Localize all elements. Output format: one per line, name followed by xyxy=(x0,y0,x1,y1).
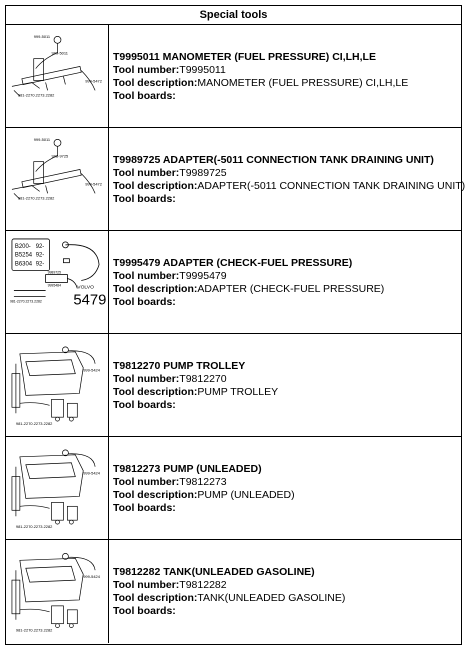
tool-row xyxy=(6,334,461,437)
drawing-label: 9995484 xyxy=(47,283,62,288)
tool-number-label: Tool number: xyxy=(113,270,180,282)
tool-title: T9989725 ADAPTER(-5011 CONNECTION TANK DRAINING UNIT) xyxy=(113,154,434,166)
tool-number-line xyxy=(113,579,345,592)
tool-number-line xyxy=(113,64,408,77)
pump-unleaded-drawing-icon xyxy=(6,437,108,539)
adapter-drawing-icon xyxy=(6,128,108,230)
tool-number: T9812270 xyxy=(179,373,227,385)
tool-boards-label: Tool boards: xyxy=(113,502,176,514)
drawing-label: 981-2270.2273.2282 xyxy=(15,524,53,530)
drawing-label: 92- xyxy=(35,261,45,268)
drawing-label: 981-2270.2273.2282 xyxy=(15,421,53,427)
tool-description-label: Tool description: xyxy=(113,489,198,501)
drawing-label: 999-5011 xyxy=(33,136,51,142)
tool-info xyxy=(113,360,278,412)
tool-number-label: Tool number: xyxy=(113,64,180,76)
tool-drawing xyxy=(6,128,109,230)
drawing-label: 999-5424 xyxy=(83,574,100,580)
tool-row xyxy=(6,25,461,128)
drawing-label: B6304 xyxy=(14,261,33,268)
drawing-label: 999-5472 xyxy=(85,78,102,84)
tool-description: ADAPTER(-5011 CONNECTION TANK DRAINING UNIT) xyxy=(197,180,466,192)
drawing-label: 999-5472 xyxy=(85,181,102,187)
tool-number: T9995011 xyxy=(179,64,226,76)
tool-description-line xyxy=(113,592,345,605)
tool-boards-label: Tool boards: xyxy=(113,90,176,102)
check-adapter-drawing-icon xyxy=(6,231,108,333)
tool-description: MANOMETER (FUEL PRESSURE) CI,LH,LE xyxy=(197,77,409,89)
tool-number-label: Tool number: xyxy=(113,373,180,385)
drawing-label: 981-2270.2273.2282 xyxy=(17,195,55,201)
tank-drawing-icon xyxy=(6,540,108,643)
drawing-label: 9989725 xyxy=(47,270,62,275)
tool-title: T9812273 PUMP (UNLEADED) xyxy=(113,463,262,475)
tool-title: T9812282 TANK(UNLEADED GASOLINE) xyxy=(113,566,315,578)
tool-number-label: Tool number: xyxy=(113,476,180,488)
tool-drawing xyxy=(6,334,109,436)
tool-info xyxy=(113,463,295,515)
drawing-label: 5479 xyxy=(73,292,107,309)
drawing-label: 981-2270.2273.2282 xyxy=(17,92,55,98)
drawing-label: 999-5424 xyxy=(83,367,100,373)
tool-info xyxy=(113,154,465,206)
pump-trolley-drawing-icon xyxy=(6,334,108,436)
drawing-label: 92- xyxy=(35,252,45,259)
tool-title: T9995479 ADAPTER (CHECK-FUEL PRESSURE) xyxy=(113,257,353,269)
tool-number-label: Tool number: xyxy=(113,579,180,591)
tool-title: T9812270 PUMP TROLLEY xyxy=(113,360,246,372)
tool-number-line xyxy=(113,167,465,180)
drawing-label: 998-9725 xyxy=(51,153,69,159)
special-tools-table xyxy=(5,5,466,645)
tool-number: T9812282 xyxy=(179,579,227,591)
tool-number-line xyxy=(113,476,295,489)
tool-number: T9995479 xyxy=(179,270,227,282)
tool-drawing xyxy=(6,25,109,127)
tool-description-label: Tool description: xyxy=(113,77,198,89)
tool-info xyxy=(113,51,408,103)
tool-description-line xyxy=(113,283,384,296)
drawing-label: VOLVO xyxy=(77,285,94,291)
tool-info xyxy=(113,257,384,309)
tool-description-line xyxy=(113,180,465,193)
tool-number-label: Tool number: xyxy=(113,167,180,179)
manometer-drawing-icon xyxy=(6,25,108,127)
tool-drawing xyxy=(6,540,109,643)
tool-number: T9812273 xyxy=(179,476,227,488)
drawing-label: 92- xyxy=(35,243,45,250)
tool-description: TANK(UNLEADED GASOLINE) xyxy=(197,592,346,604)
tool-description-line xyxy=(113,77,408,90)
drawing-label: 999-5011 xyxy=(51,50,68,56)
tool-info xyxy=(113,566,345,618)
tool-description: PUMP (UNLEADED) xyxy=(197,489,295,501)
tool-row xyxy=(6,540,461,643)
tool-description-line xyxy=(113,489,295,502)
tool-description-line xyxy=(113,386,278,399)
drawing-label: 981-2270.2273.2282 xyxy=(15,627,53,633)
tool-title: T9995011 MANOMETER (FUEL PRESSURE) CI,LH,LE xyxy=(113,51,376,63)
tool-row xyxy=(6,128,466,231)
tool-boards-label: Tool boards: xyxy=(113,605,176,617)
drawing-label: 999-5424 xyxy=(83,470,100,476)
tool-number-line xyxy=(113,373,278,386)
tool-description: ADAPTER (CHECK-FUEL PRESSURE) xyxy=(197,283,385,295)
tool-description-label: Tool description: xyxy=(113,180,198,192)
tool-drawing xyxy=(6,231,109,333)
tool-boards-label: Tool boards: xyxy=(113,399,176,411)
tool-boards-label: Tool boards: xyxy=(113,296,176,308)
tool-number-line xyxy=(113,270,384,283)
tool-description: PUMP TROLLEY xyxy=(197,386,279,398)
tool-row xyxy=(6,437,461,540)
drawing-label: 981-2270.2273.2282 xyxy=(9,299,42,304)
tool-description-label: Tool description: xyxy=(113,592,198,604)
tool-boards-label: Tool boards: xyxy=(113,193,176,205)
tool-number: T9989725 xyxy=(179,167,227,179)
drawing-label: B200- xyxy=(14,243,31,250)
tool-drawing xyxy=(6,437,109,539)
tool-row xyxy=(6,231,461,334)
table-header: Special tools xyxy=(6,6,461,25)
tool-description-label: Tool description: xyxy=(113,283,198,295)
drawing-label: 999-5011 xyxy=(33,33,51,39)
tool-description-label: Tool description: xyxy=(113,386,198,398)
drawing-label: B5254 xyxy=(14,252,33,259)
